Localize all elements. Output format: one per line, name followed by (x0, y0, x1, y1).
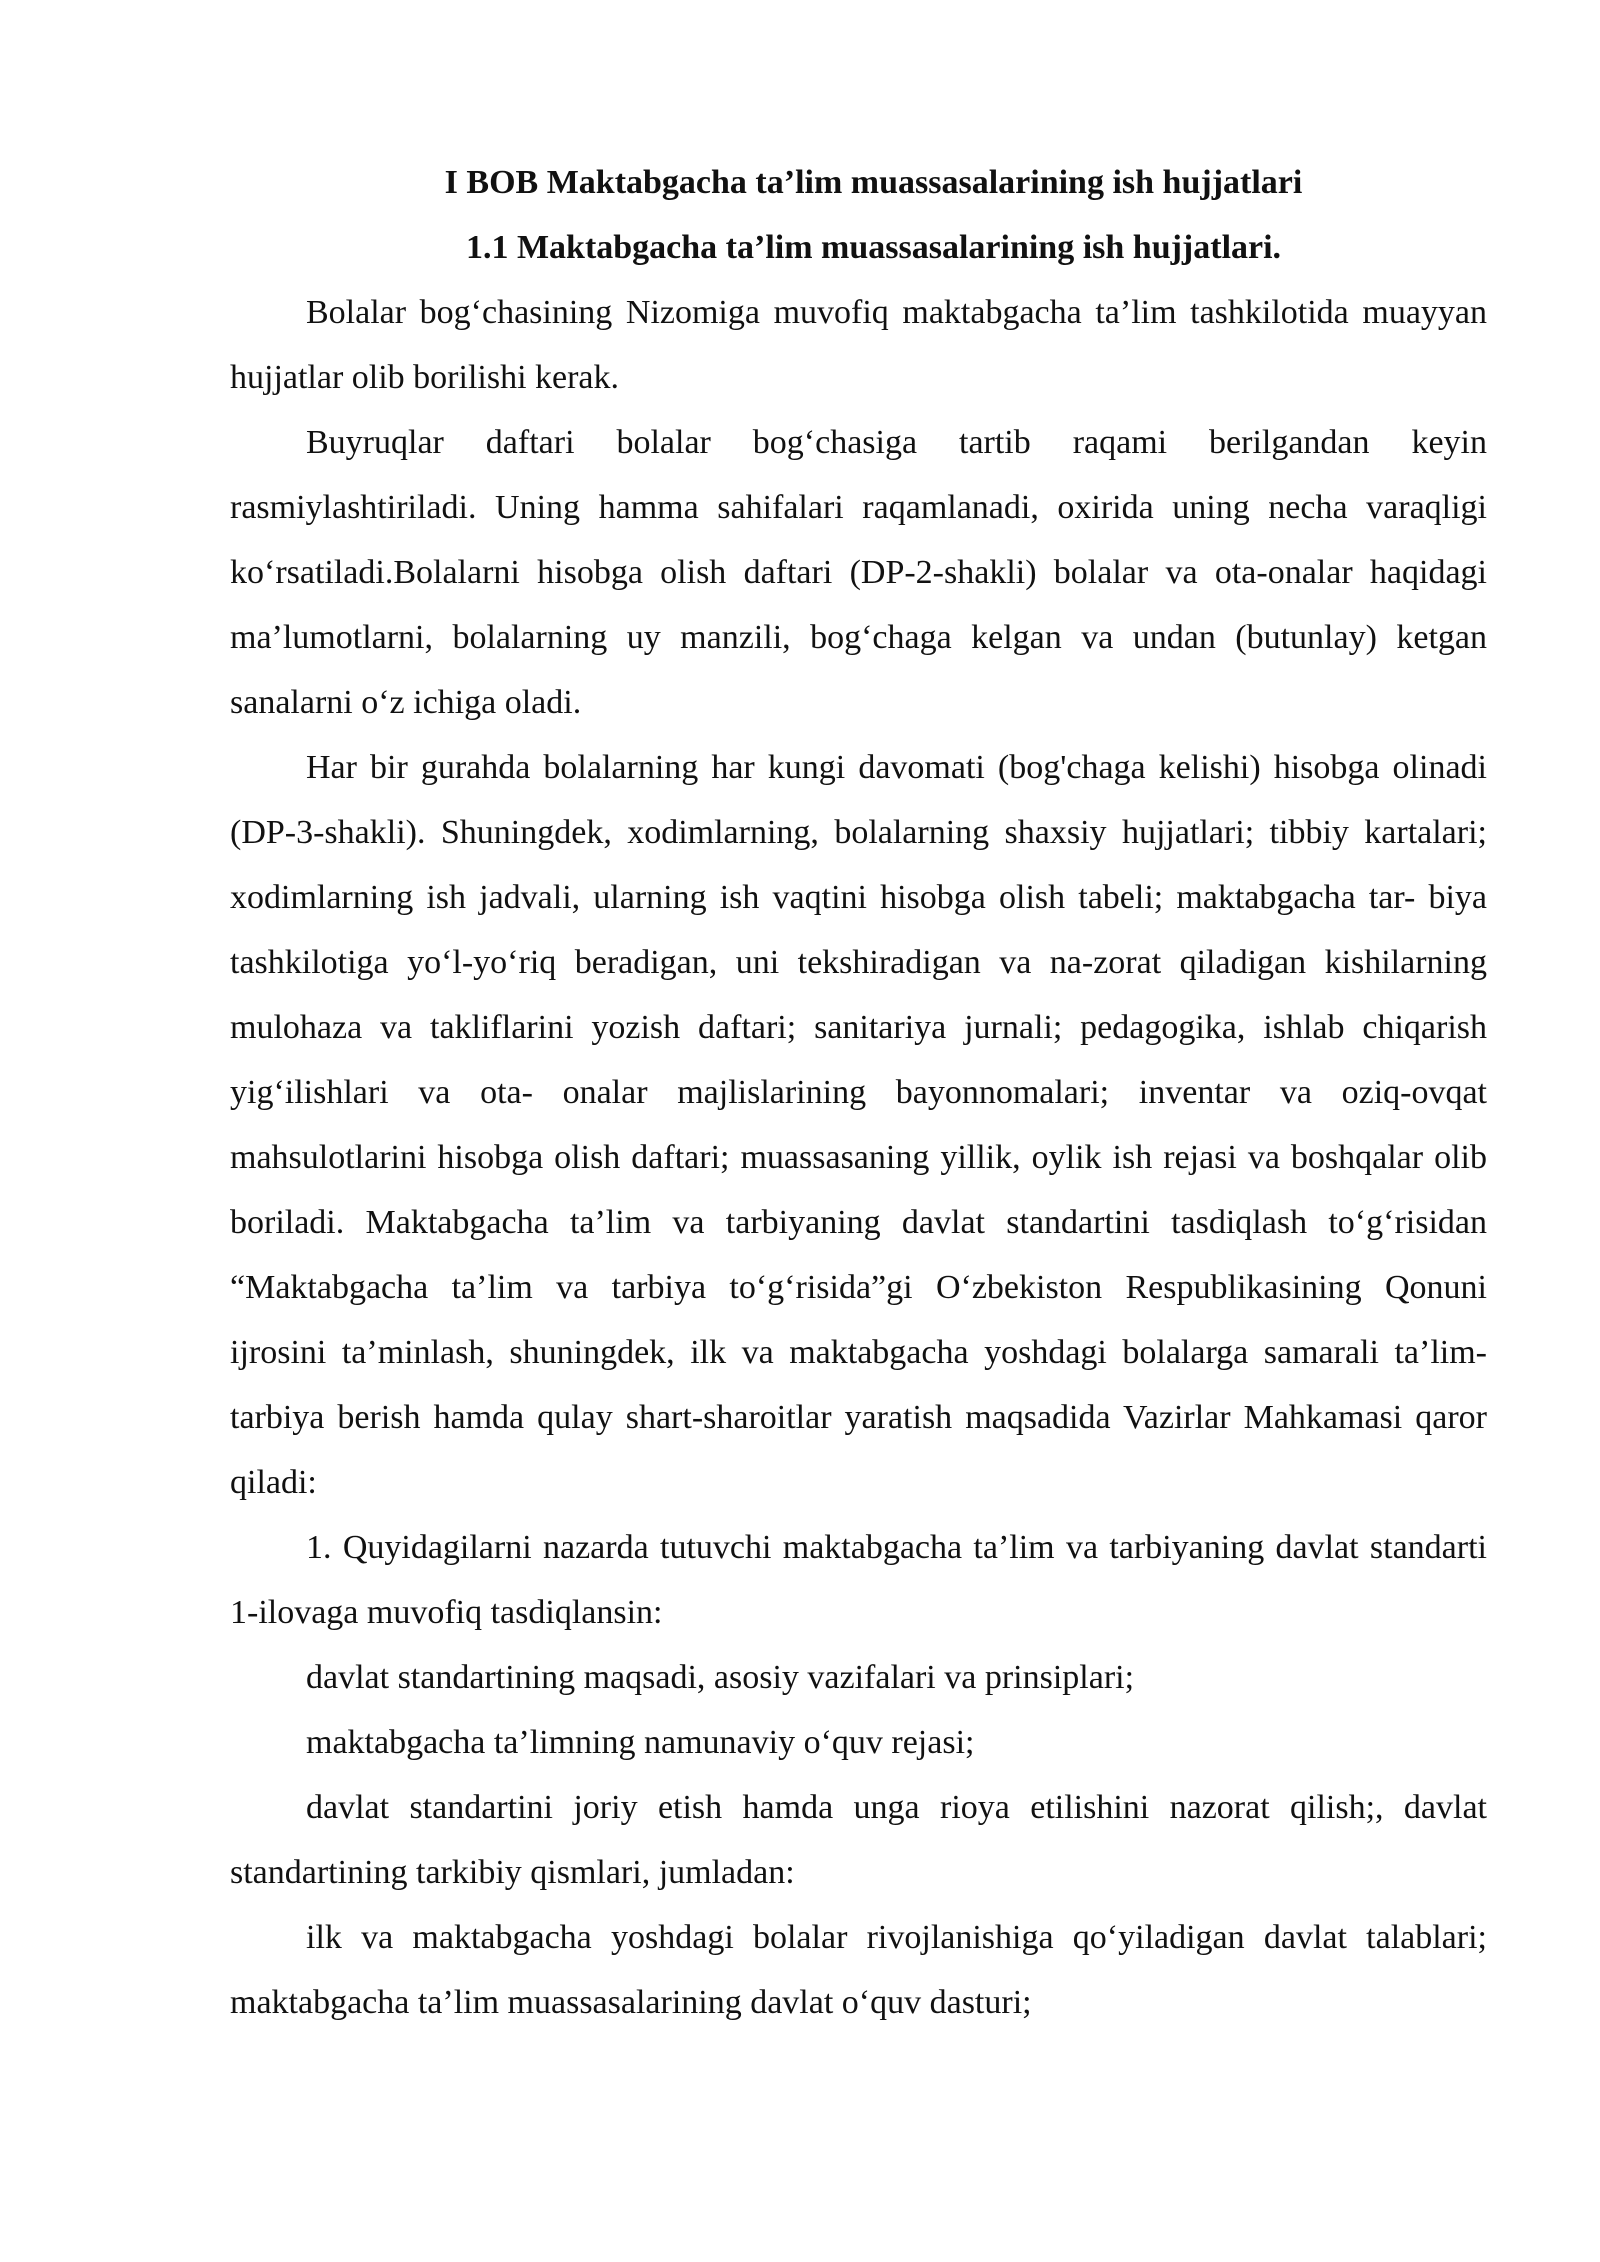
paragraph: 1. Quyidagilarni nazarda tutuvchi maktabgacha ta’lim va tarbiyaning davlat standarti 1-ilovaga muvofiq tasdiqlansin: (230, 1529, 1487, 1631)
list-item: maktabgacha ta’limning namunaviy o‘quv rejasi; (306, 1724, 975, 1761)
chapter-title: I BOB Maktabgacha ta’lim muassasalarining ish hujjatlari (444, 164, 1303, 201)
paragraph: Har bir gurahda bolalarning har kungi davomati (bog'chaga kelishi) hisobga olinadi (DP-3-shakli). Shuningdek, xodimlarning, bolalarning shaxsiy hujjatlari; tibbiy kartalari; xodimlarning ish jadvali, ularning ish vaqtini hisobga olish tabeli; maktabgacha tar- biya tashkilotiga yo‘l-yo‘riq beradigan, uni tekshiradigan va na-zorat qiladigan kishilarning mulohaza va takliflarini yozish daftari; sanitariya jurnali; pedagogika, ishlab chiqarish yig‘ilishlari va ota- onalar majlislarining bayonnomalari; inventar va oziq-ovqat mahsulotlarini hisobga olish daftari; muassasaning yillik, oylik ish rejasi va boshqalar olib boriladi. Maktabgacha ta’lim va tarbiyaning davlat standartini tasdiqlash to‘g‘risidan “Maktabgacha ta’lim va tarbiya to‘g‘risida”gi O‘zbekiston Respublikasining Qonuni ijrosini ta’minlash, shuningdek, ilk va maktabgacha yoshdagi bolalarga samarali ta’lim-tarbiya berish hamda qulay shart-sharoitlar yaratish maqsadida Vazirlar Mahkamasi qaror qiladi: (230, 749, 1487, 1501)
list-item: davlat standartining maqsadi, asosiy vazifalari va prinsiplari; (306, 1659, 1135, 1696)
paragraph: Buyruqlar daftari bolalar bog‘chasiga tartib raqami berilgandan keyin rasmiylashtiriladi. Uning hamma sahifalari raqamlanadi, oxirida uning necha varaqligi ko‘rsatiladi.Bolalarni hisobga olish daftari (DP-2-shakli) bolalar va ota-onalar haqidagi ma’lumotlarni, bolalarning uy manzili, bog‘chaga kelgan va undan (butunlay) ketgan sanalarni o‘z ichiga oladi. (230, 424, 1487, 721)
paragraph: ilk va maktabgacha yoshdagi bolalar rivojlanishiga qo‘yiladigan davlat talablari; maktabgacha ta’lim muassasalarining davlat o‘quv dasturi; (230, 1919, 1487, 2021)
section-title: 1.1 Maktabgacha ta’lim muassasalarining ish hujjatlari. (465, 229, 1282, 266)
paragraph: Bolalar bog‘chasining Nizomiga muvofiq maktabgacha ta’lim tashkilotida muayyan hujjatlar olib borilishi kerak. (230, 294, 1487, 396)
list-item: davlat standartini joriy etish hamda unga rioya etilishini nazorat qilish;, davlat standartining tarkibiy qismlari, jumladan: (230, 1789, 1487, 1891)
